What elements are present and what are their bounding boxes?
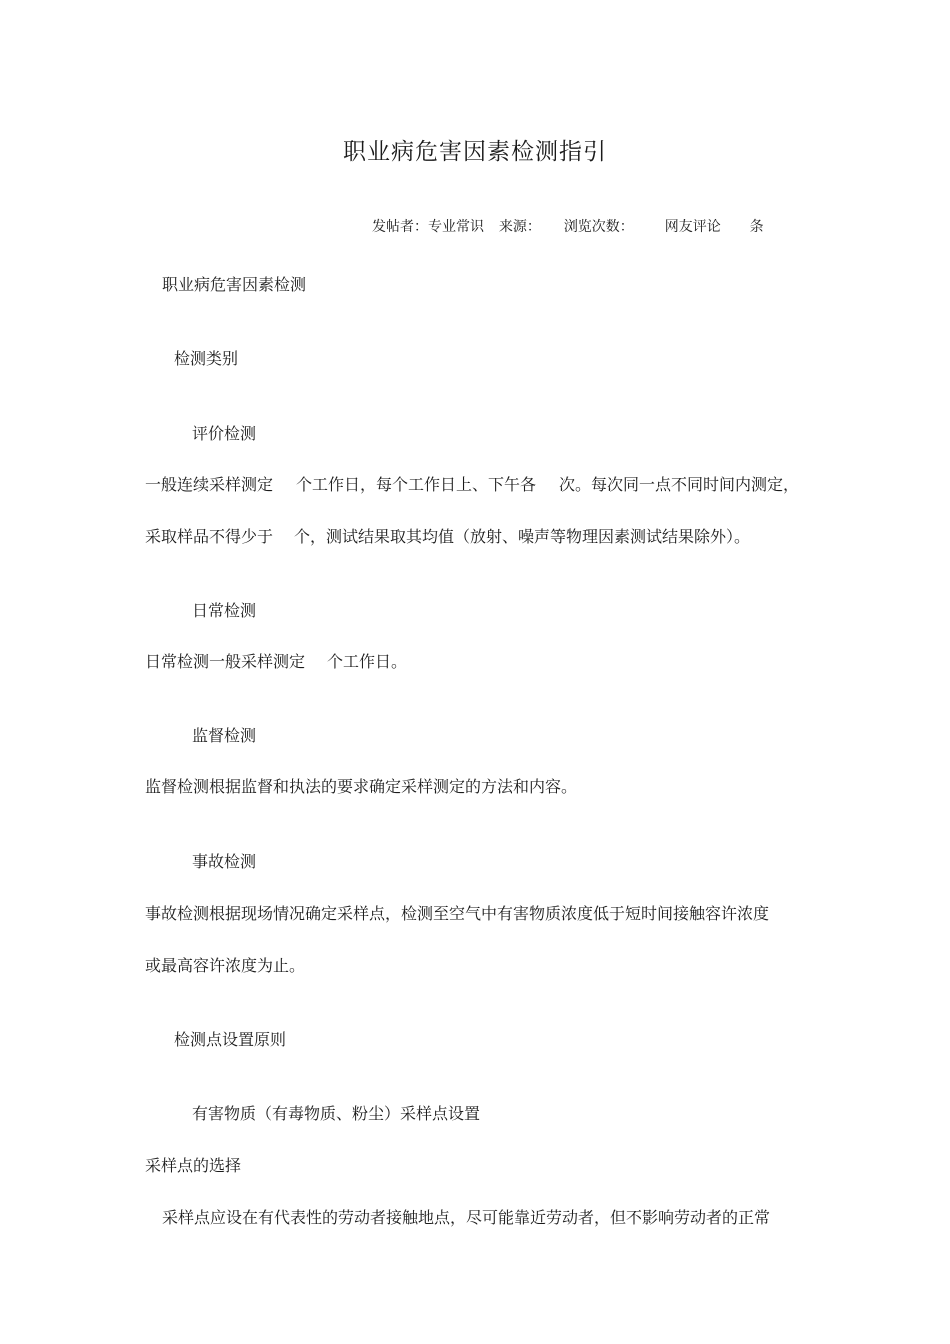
heading-accident-detection: 事故检测 — [192, 852, 257, 871]
paragraph-fragment: 个工作日。 — [327, 652, 408, 671]
paragraph-line — [145, 475, 799, 495]
subsection-heading: 检测类别 — [174, 349, 239, 368]
paragraph-fragment: 日常检测一般采样测定 — [145, 652, 306, 671]
paragraph-fragment: 个，测试结果取其均值（放射、噪声等物理因素测试结果除外）。 — [294, 527, 751, 546]
heading-daily-detection: 日常检测 — [192, 601, 257, 620]
paragraph-fragment: 采取样品不得少于 — [145, 527, 274, 546]
paragraph-line: 监督检测根据监督和执法的要求确定采样测定的方法和内容。 — [145, 777, 578, 796]
heading-sampling-selection: 采样点的选择 — [145, 1156, 242, 1175]
meta-poster: 发帖者：专业常识 — [372, 219, 484, 235]
heading-supervision-detection: 监督检测 — [192, 726, 257, 745]
meta-comments: 网友评论 — [664, 219, 721, 235]
paragraph-fragment: 个工作日，每个工作日上、下午各 — [296, 475, 537, 494]
paragraph-line: 事故检测根据现场情况确定采样点，检测至空气中有害物质浓度低于短时间接触容许浓度 — [145, 904, 770, 923]
heading-evaluation-detection: 评价检测 — [192, 424, 257, 443]
paragraph-fragment: 一般连续采样测定 — [145, 475, 274, 494]
heading-harmful-substances: 有害物质（有毒物质、粉尘）采样点设置 — [192, 1104, 481, 1123]
meta-comments-unit: 条 — [749, 219, 764, 235]
document-title: 职业病危害因素检测指引 — [343, 139, 607, 165]
meta-source: 来源： — [498, 219, 541, 235]
meta-views: 浏览次数： — [563, 219, 634, 235]
post-meta — [372, 218, 764, 236]
paragraph-line — [145, 527, 750, 547]
paragraph-fragment: 次。每次同一点不同时间内测定， — [559, 475, 800, 494]
subsection-heading: 检测点设置原则 — [174, 1030, 287, 1049]
paragraph-line — [145, 652, 407, 672]
paragraph-line: 采样点应设在有代表性的劳动者接触地点，尽可能靠近劳动者，但不影响劳动者的正常 — [162, 1208, 771, 1227]
section-heading: 职业病危害因素检测 — [162, 275, 307, 294]
paragraph-line: 或最高容许浓度为止。 — [145, 956, 306, 975]
